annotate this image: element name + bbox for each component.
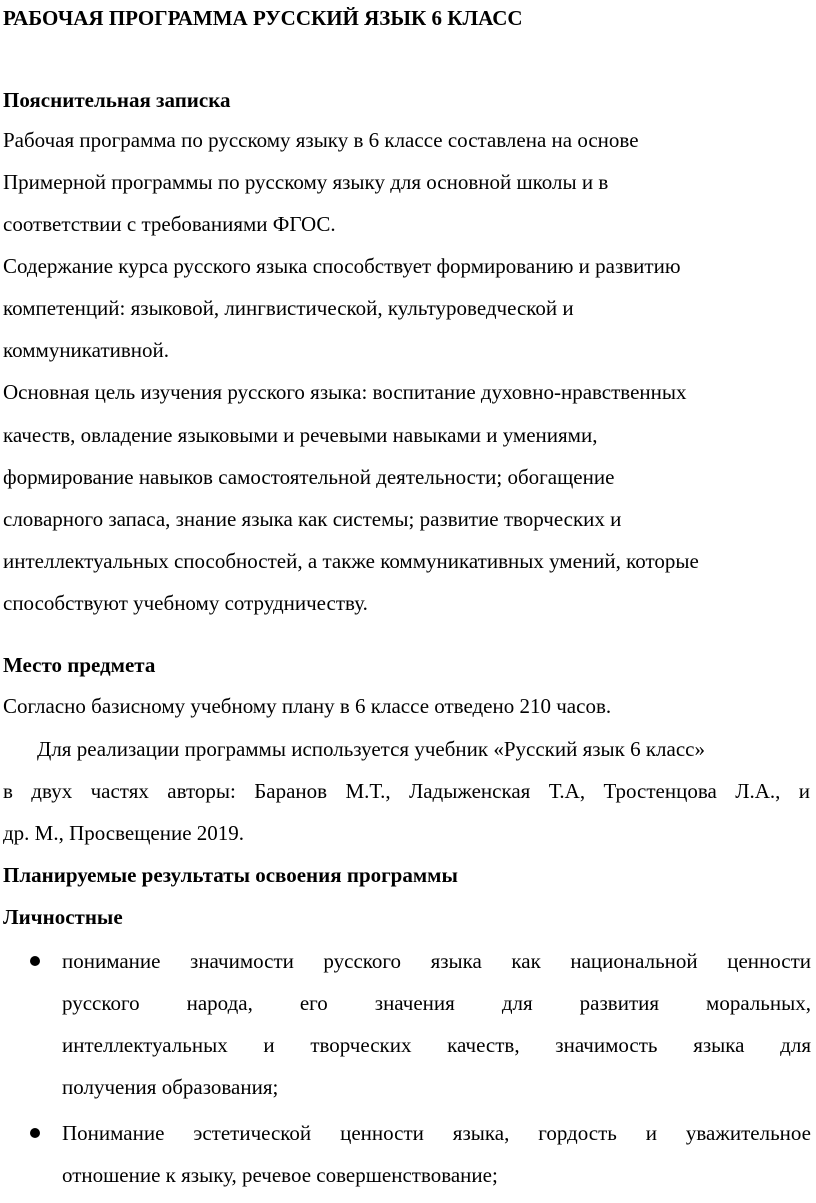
- subheading-personal: Личностные: [3, 905, 123, 929]
- list-item-line: отношение к языку, речевое совершенствование;: [62, 1163, 498, 1187]
- paragraph-line: интеллектуальных способностей, а также коммуникативных умений, которые: [3, 549, 699, 573]
- paragraph-line: Рабочая программа по русскому языку в 6 классе составлена на основе: [3, 128, 639, 152]
- paragraph-line: Основная цель изучения русского языка: воспитание духовно-нравственных: [3, 380, 687, 404]
- document-title: РАБОЧАЯ ПРОГРАММА РУССКИЙ ЯЗЫК 6 КЛАСС: [3, 6, 523, 30]
- paragraph-line: Согласно базисному учебному плану в 6 классе отведено 210 часов.: [3, 694, 612, 718]
- paragraph-line: Примерной программы по русскому языку для основной школы и в: [3, 170, 609, 194]
- list-item-line: получения образования;: [62, 1075, 279, 1099]
- list-item-line: русского народа, его значения для развития моральных,: [62, 991, 811, 1015]
- paragraph-line: компетенций: языковой, лингвистической, культуроведческой и: [3, 296, 574, 320]
- bullet-icon: [30, 956, 40, 966]
- paragraph-line: качеств, овладение языковыми и речевыми навыками и умениями,: [3, 423, 598, 447]
- paragraph-line: др. М., Просвещение 2019.: [3, 821, 245, 845]
- paragraph-line: в двух частях авторы: Баранов М.Т., Ладыженская Т.А, Тростенцова Л.А., и: [3, 779, 810, 803]
- section-heading-planned-results: Планируемые результаты освоения программы: [3, 863, 458, 887]
- section-heading-subject-place: Место предмета: [3, 653, 156, 677]
- paragraph-line: словарного запаса, знание языка как системы; развитие творческих и: [3, 507, 622, 531]
- paragraph-line: соответствии с требованиями ФГОС.: [3, 212, 336, 236]
- paragraph-line: Содержание курса русского языка способствует формированию и развитию: [3, 254, 681, 278]
- paragraph-line: Для реализации программы используется учебник «Русский язык 6 класс»: [37, 737, 706, 761]
- paragraph-line: формирование навыков самостоятельной деятельности; обогащение: [3, 465, 615, 489]
- paragraph-line: коммуникативной.: [3, 338, 170, 362]
- bullet-icon: [30, 1128, 40, 1138]
- list-item-line: Понимание эстетической ценности языка, гордость и уважительное: [62, 1121, 811, 1145]
- section-heading-explanatory-note: Пояснительная записка: [3, 88, 231, 112]
- list-item-line: понимание значимости русского языка как национальной ценности: [62, 949, 811, 973]
- list-item-line: интеллектуальных и творческих качеств, значимость языка для: [62, 1033, 811, 1057]
- paragraph-line: способствуют учебному сотрудничеству.: [3, 591, 368, 615]
